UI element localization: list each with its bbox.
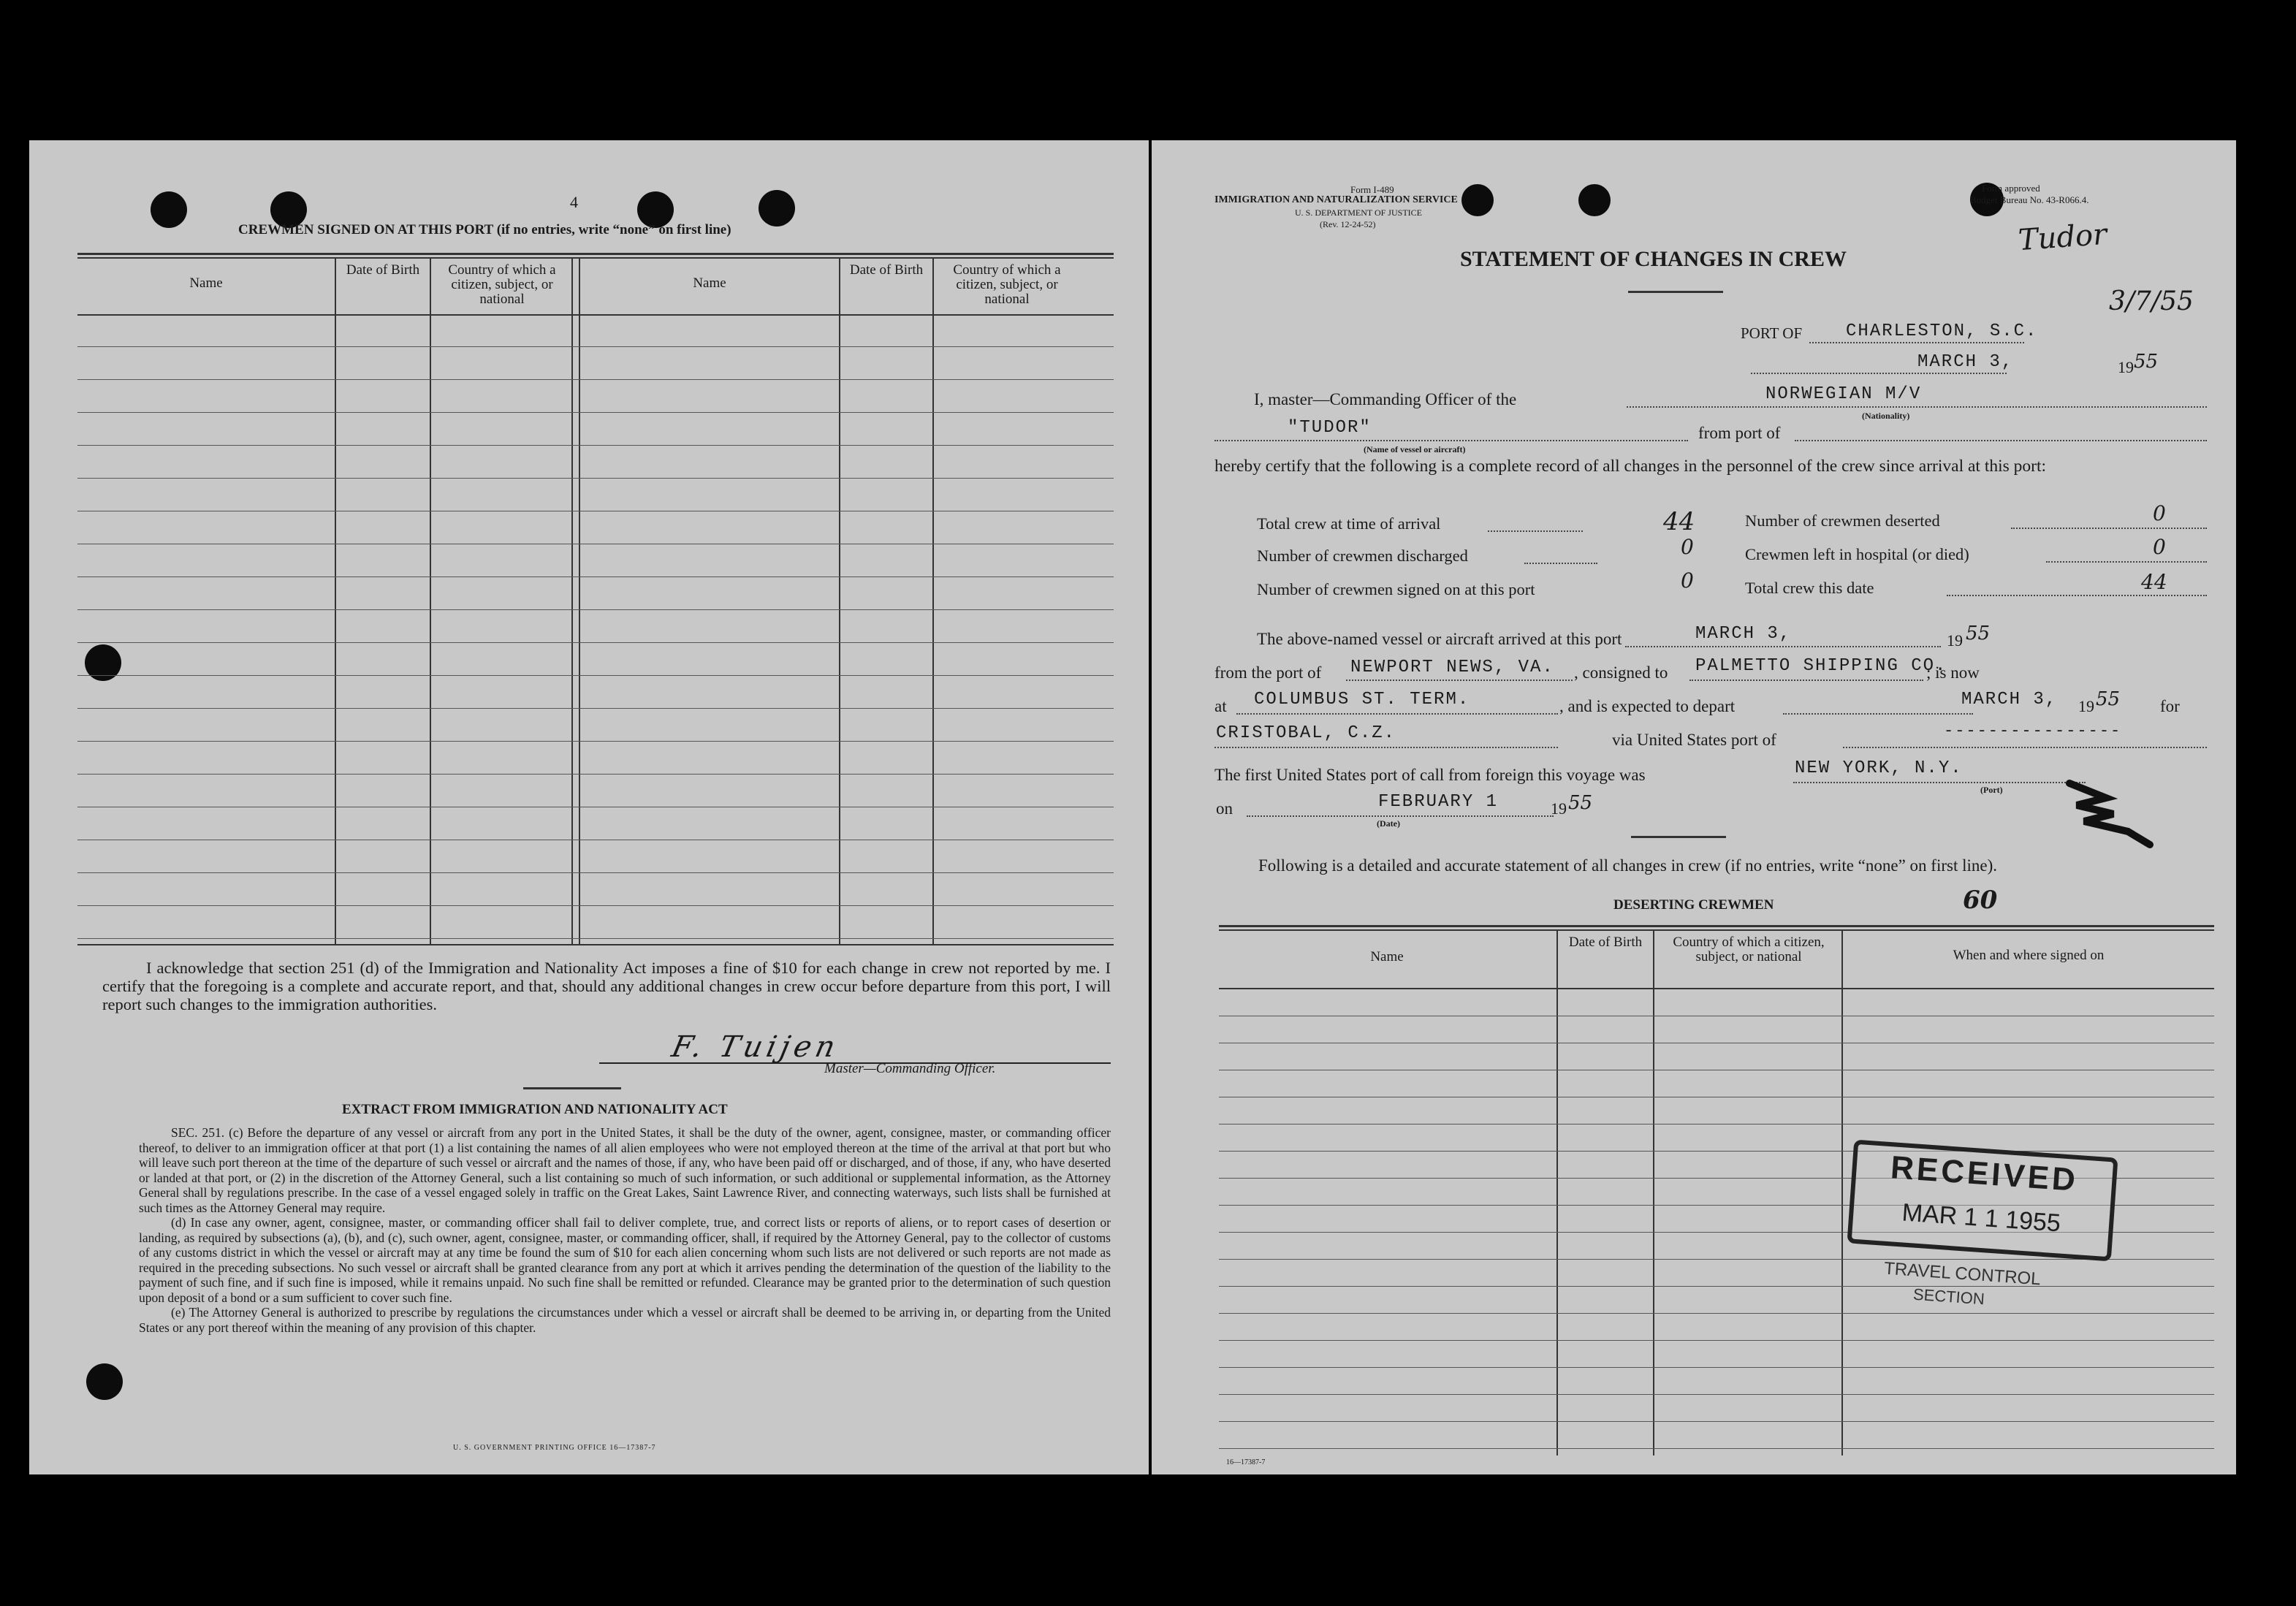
table-row-line (77, 905, 1114, 906)
stat-hospital-value: 0 (2153, 535, 2166, 559)
table-row-line (77, 872, 1114, 873)
stat-total-date-value: 44 (2141, 570, 2167, 594)
form-title: STATEMENT OF CHANGES IN CREW (1460, 247, 1847, 271)
right-footer: 16—17387-7 (1226, 1458, 1266, 1466)
nationality-value: NORWEGIAN M/V (1765, 384, 1922, 404)
stamp-date-label: MAR 1 1 1955 (1901, 1198, 2062, 1238)
port-of-value: CHARLESTON, S.C. (1846, 321, 2038, 341)
at-value: COLUMBUS ST. TERM. (1254, 690, 1470, 709)
budget-approved: Form approved (1982, 183, 2040, 194)
table-row-line (1219, 1286, 2214, 1287)
table-row-line (77, 938, 1114, 939)
arrived-label: The above-named vessel or aircraft arrived at this port (1257, 630, 1622, 648)
on-year: 55 (1568, 792, 1593, 814)
table-row-line (77, 741, 1114, 742)
table-row-line (77, 445, 1114, 446)
deserting-col-signed-on: When and where signed on (1953, 948, 2105, 963)
arrived-value: MARCH 3, (1695, 624, 1792, 644)
handwritten-vessel-name: Tudor (2017, 217, 2108, 258)
vessel-caption: (Name of vessel or aircraft) (1364, 444, 1466, 454)
from-the-port-value: NEWPORT NEWS, VA. (1350, 658, 1554, 677)
punch-hole (759, 190, 795, 227)
nationality-caption: (Nationality) (1862, 411, 1910, 421)
form-revision: (Rev. 12-24-52) (1320, 219, 1376, 229)
depart-value: MARCH 3, (1961, 690, 2058, 709)
on-label: on (1216, 799, 1233, 818)
table-row-line (77, 609, 1114, 610)
stat-hospital-label: Crewmen left in hospital (or died) (1745, 545, 1969, 563)
agency-name: IMMIGRATION AND NATURALIZATION SERVICE (1214, 194, 1458, 205)
column-header-country-2: Country of which a citizen, subject, or national (953, 262, 1061, 307)
consigned-value: PALMETTO SHIPPING CO. (1695, 656, 1947, 676)
arrived-year-prefix: 19 (1947, 631, 1963, 650)
punch-hole (1578, 184, 1611, 216)
port-of-label: PORT OF (1741, 324, 1803, 342)
acknowledgment-text: I acknowledge that section 251 (d) of the Immigration and Nationality Act imposes a fine of $10 for each change in crew not reported by me. I certify that the foregoing is a complete and accurate report, and that, should any additional changes in crew occur before departure from this port, I will report such changes to the immigration authorities. (102, 959, 1111, 1013)
master-signature: F. Tuijen (669, 1030, 843, 1064)
first-port-label: The first United States port of call from foreign this voyage was (1214, 766, 1646, 784)
handwritten-mark: 60 (1963, 886, 1998, 915)
stat-deserted-value: 0 (2153, 501, 2166, 525)
consigned-label: , consigned to (1574, 663, 1668, 682)
certify-text: hereby certify that the following is a complete record of all changes in the personnel of the crew since arrival at this port: (1214, 457, 2047, 476)
ink-scribble (2062, 769, 2157, 849)
depart-year-prefix: 19 (2078, 697, 2094, 715)
department-name: U. S. DEPARTMENT OF JUSTICE (1295, 208, 1422, 218)
table-row-line (77, 642, 1114, 643)
signature-caption: Master—Commanding Officer. (824, 1061, 996, 1076)
stat-discharged-value: 0 (1681, 535, 1694, 559)
stat-deserted-label: Number of crewmen deserted (1745, 511, 1940, 530)
from-port-label: from port of (1698, 424, 1781, 442)
left-page (29, 140, 1149, 1474)
table-row-line (77, 412, 1114, 413)
table-row-line (1219, 1340, 2214, 1341)
punch-hole (1461, 184, 1494, 216)
handwritten-date: 3/7/55 (2109, 286, 2194, 316)
deserting-title: DESERTING CREWMEN (1613, 897, 1774, 913)
for-label: for (2160, 697, 2180, 715)
is-now-label: ; is now (1926, 663, 1980, 682)
budget-number: Budget Bureau No. 43-R066.4. (1970, 194, 2089, 205)
date-year-prefix: 19 (2118, 358, 2134, 376)
stamp-received-label: RECEIVED (1889, 1149, 2080, 1198)
on-year-prefix: 19 (1551, 799, 1567, 818)
extract-section-d: (d) In case any owner, agent, consignee, master, or commanding officer shall fail to deliver complete, true, and correct lists or reports of aliens, or to report cases of desertion or landing, as required by subsections (a), (b), and (c), such owner, agent, consignee, master, or commanding officer, shall, if required by the Attorney General, pay to the collector of customs of any customs district in which the vessel or aircraft may at any time be found the sum of $10 for each alien concerning whom such lists are not delivered or such reports are not made as required in the preceding subsections. No such vessel or aircraft shall be granted clearance from any port at which it arrives pending the determination of the question of the liability to the payment of such fine, and if such fine is imposed, while it remains unpaid. No such fine shall be remitted or refunded. Clearance may be granted prior to the determination of such question upon deposit of a bond or a sum sufficient to cover such fine. (139, 1215, 1111, 1305)
date-caption: (Date) (1377, 818, 1400, 829)
column-header-dob: Date of Birth (346, 262, 420, 278)
depart-label: , and is expected to depart (1559, 697, 1736, 715)
depart-year: 55 (2096, 688, 2121, 710)
stat-total-arrival-label: Total crew at time of arrival (1257, 514, 1441, 533)
deserting-col-country: Country of which a citizen, subject, or national (1673, 935, 1825, 964)
right-page (1152, 140, 2236, 1474)
column-header-country: Country of which a citizen, subject, or national (448, 262, 556, 307)
destination-value: CRISTOBAL, C.Z. (1216, 723, 1396, 743)
table-row-line (1219, 1367, 2214, 1368)
stat-signed-on-value: 0 (1681, 568, 1694, 593)
stat-discharged-label: Number of crewmen discharged (1257, 547, 1468, 565)
punch-hole (86, 1363, 123, 1400)
table-row-line (77, 708, 1114, 709)
arrived-year: 55 (1966, 623, 1991, 644)
column-header-name: Name (189, 275, 223, 291)
extract-section-e: (e) The Attorney General is authorized to prescribe by regulations the circumstances under which a vessel or aircraft shall be deemed to be arriving in, or departing from the United States or any port thereof within the meaning of any provision of this chapter. (139, 1305, 1111, 1335)
printing-office-footer: U. S. GOVERNMENT PRINTING OFFICE 16—17387-7 (453, 1444, 656, 1452)
stat-total-arrival-value: 44 (1663, 507, 1695, 536)
deserting-col-name: Name (1370, 949, 1404, 964)
from-the-port-label: from the port of (1214, 663, 1322, 682)
table-row-line (1219, 1151, 2214, 1152)
on-value: FEBRUARY 1 (1378, 792, 1499, 812)
stamp-section-label-2: SECTION (1912, 1285, 1985, 1309)
table-row-line (77, 576, 1114, 577)
travel-control-stamp (1847, 1140, 2118, 1262)
extract-body (139, 1125, 1111, 1335)
vessel-name-value: "TUDOR" (1288, 418, 1372, 438)
stamp-section-label: TRAVEL CONTROL (1883, 1258, 2042, 1290)
form-number: Form I-489 (1350, 184, 1394, 195)
at-label: at (1214, 697, 1227, 715)
stat-total-date-label: Total crew this date (1745, 579, 1874, 597)
date-year: 55 (2134, 351, 2159, 373)
punch-hole (151, 191, 187, 228)
table-row-line (77, 346, 1114, 347)
page-number: 4 (570, 193, 578, 211)
table-row-line (1219, 1259, 2214, 1260)
column-header-name-2: Name (693, 275, 726, 291)
date-value: MARCH 3, (1917, 352, 2014, 372)
table-row-line (1219, 1421, 2214, 1422)
table-row-line (1219, 1448, 2214, 1449)
extract-section-c: SEC. 251. (c) Before the departure of any vessel or aircraft from any port in the United States, it shall be the duty of the owner, agent, consignee, master, or commanding officer thereof, to deliver to an immigration officer at that port (1) a list containing the names of all alien employees who were not employed thereon at the time of the arrival at that port but who will leave such port thereon at the time of the departure of such vessel or aircraft and the names of those, if any, who have been paid off or discharged, and of those, if any, who have deserted or landed at that port, or (2) in the discretion of the Attorney General, such a list containing so much of such information, or such additional or supplemental information, as the Attorney General shall by regulations prescribe. In the case of a vessel engaged solely in traffic on the Great Lakes, Saint Lawrence River, and connecting waterways, such lists shall be furnished at such times as the Attorney General may require. (139, 1125, 1111, 1215)
column-header-dob-2: Date of Birth (849, 262, 924, 278)
port-caption: (Port) (1980, 785, 2003, 795)
master-label: I, master—Commanding Officer of the (1254, 390, 1517, 408)
first-port-value: NEW YORK, N.Y. (1795, 758, 1963, 778)
via-label: via United States port of (1612, 731, 1776, 749)
via-value: ---------------- (1944, 722, 2122, 740)
table-row-line (77, 478, 1114, 479)
table-row-line (1219, 1313, 2214, 1314)
table-row-line (77, 675, 1114, 676)
table-row-line (77, 379, 1114, 380)
deserting-col-dob: Date of Birth (1568, 935, 1643, 950)
extract-title: EXTRACT FROM IMMIGRATION AND NATIONALITY ACT (342, 1102, 728, 1117)
table-title: CREWMEN SIGNED ON AT THIS PORT (if no entries, write “none” on first line) (238, 222, 731, 237)
stat-signed-on-label: Number of crewmen signed on at this port (1257, 580, 1535, 598)
following-text: Following is a detailed and accurate statement of all changes in crew (if no entries, write “none” on first line). (1258, 856, 1998, 875)
table-row-line (77, 774, 1114, 775)
table-row-line (1219, 1394, 2214, 1395)
